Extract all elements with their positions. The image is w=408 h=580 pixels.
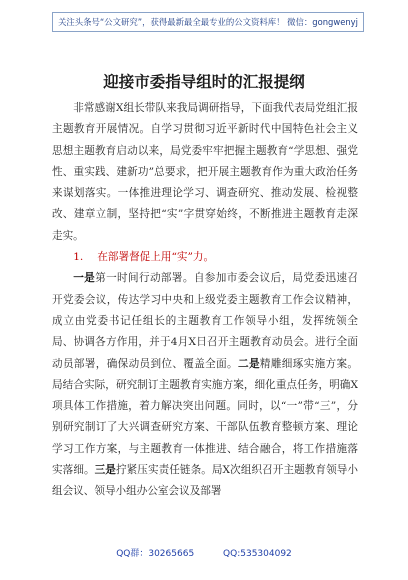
section-number: 1.	[73, 251, 84, 264]
section-paragraph	[52, 268, 358, 502]
text-2: 精雕细琢实施方案。局结合实际，研究制订主题教育实施方案，细化重点任务，明确X项具体工作措施，着力解决突出问题。同时，以“一”带“三”，分别研究制订了大兴调查研究方案、干部队伍教育整顿方案、理论学习工作方案，与主题教育一体推进、结合融合，将工作措施落实落细。	[52, 357, 359, 477]
intro-paragraph: 非常感谢X组长带队来我局调研指导，下面我代表局党组汇报主题教育开展情况。自学习贯彻习近平新时代中国特色社会主义思想主题教育启动以来，局党委牢牢把握主题教育“学思想、强党性、重实践、建新功”总要求，把开展主题教育作为重大政治任务来谋划落实。一体推进理论学习、调查研究、推动发展、检视整改、建章立制，坚持把“实”字贯穿始终，不断推进主题教育走深走实。	[52, 102, 358, 242]
lead-3: 三是	[94, 464, 116, 477]
footer-contact	[0, 546, 408, 559]
lead-1: 一是	[73, 272, 96, 285]
section-heading-text: 在部署督促上用“实”力。	[97, 251, 215, 264]
footer-qq: QQ:535304092	[223, 549, 292, 559]
lead-2: 二是	[238, 357, 260, 370]
text-1: 第一时间行动部署。自参加市委会议后，局党委迅速召开党委会议，传达学习中央和上级党委主题教育工作会议精神，成立由党委书记任组长的主题教育工作领导小组，发挥统领全局、协调各方作用，并于4月X日召开主题教育动员会。进行全面动员部署，确保动员到位、覆盖全面。	[52, 272, 358, 370]
section-heading	[52, 247, 358, 268]
document-body	[52, 98, 358, 503]
document-title: 迎接市委指导组时的汇报提纲	[103, 72, 305, 91]
header-banner: 关注头条号“公文研究”，获得最新最全最专业的公文资料库！ 微信：gongwenyj	[52, 12, 364, 32]
footer-qq-group: QQ群：30265665	[116, 549, 195, 559]
text-3: 拧紧压实责任链条。局X次组织召开主题教育领导小组会议、领导小组办公室会议及部署	[52, 464, 359, 498]
